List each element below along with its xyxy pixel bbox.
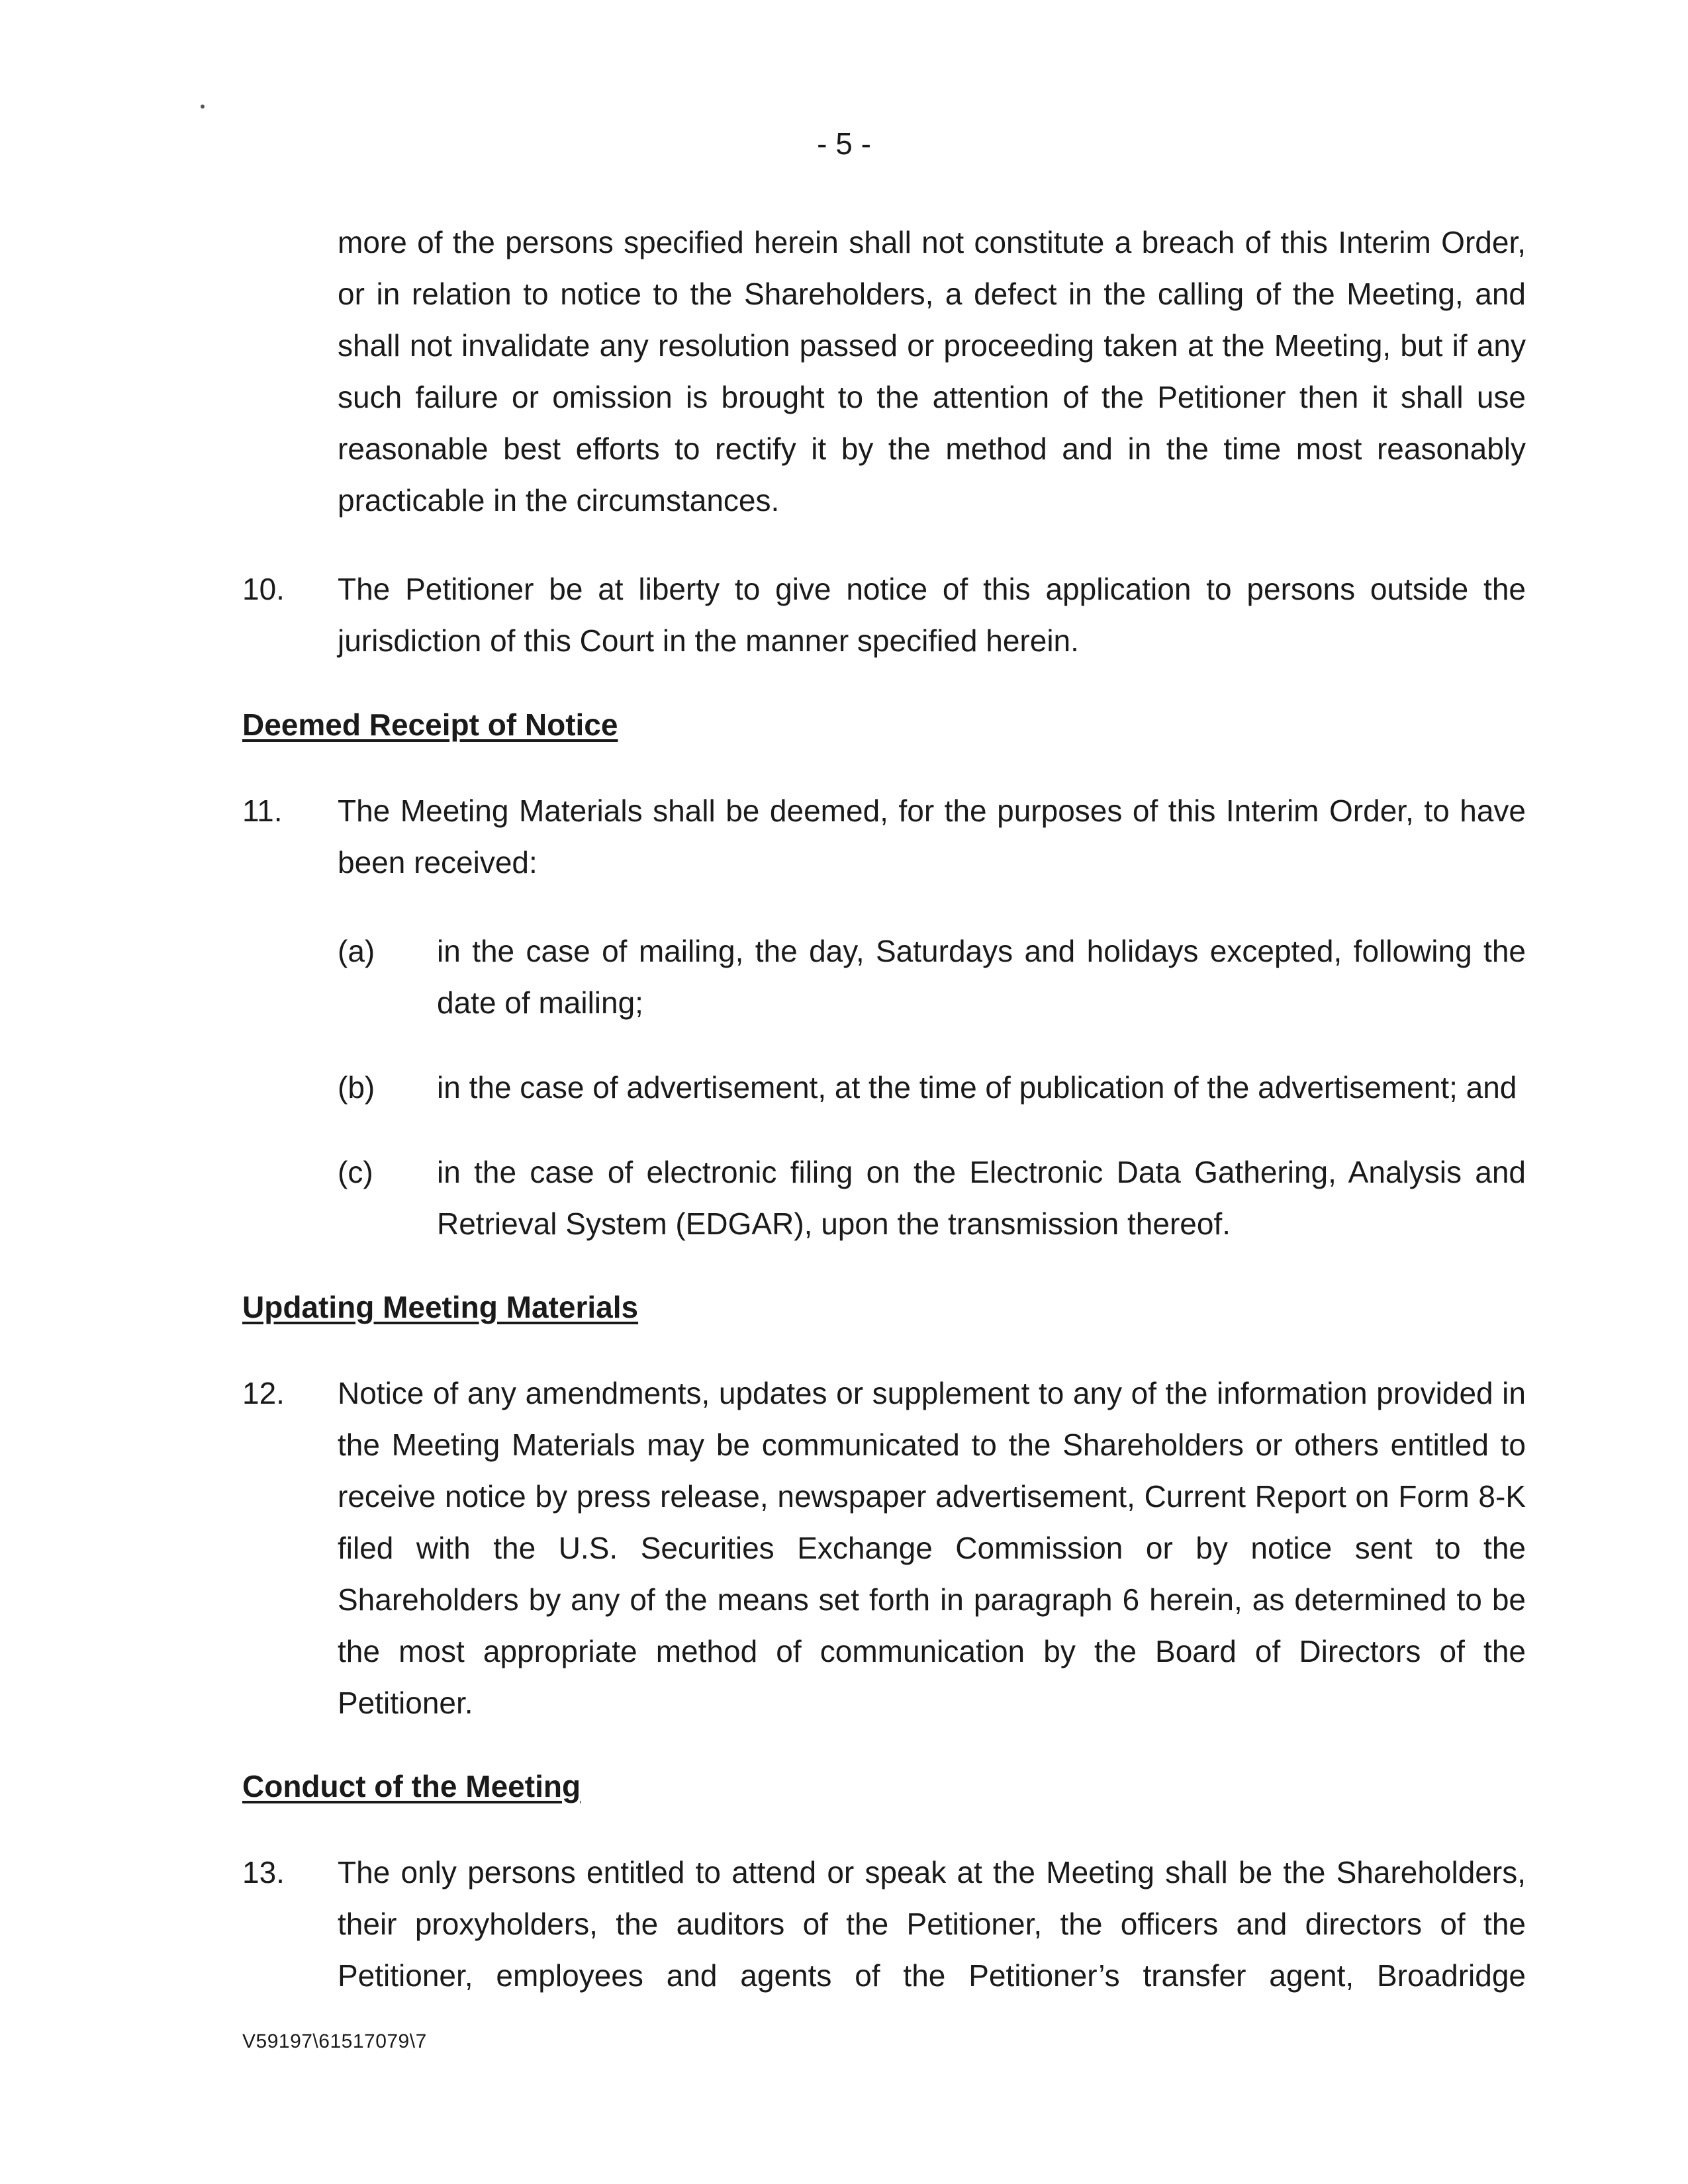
heading-updating-materials: Updating Meeting Materials (242, 1290, 639, 1324)
paragraph-number-11: 11. (242, 794, 283, 828)
paragraph-10: The Petitioner be at liberty to give notice of this application to persons outside the jurisdiction of this Court in the manner specified herein. (338, 572, 1526, 658)
item-label-c: (c) (338, 1155, 373, 1189)
page-number: - 5 - (817, 126, 871, 161)
item-c: in the case of electronic filing on the Electronic Data Gathering, Analysis and Retrieval System (EDGAR), upon the transmission thereof. (437, 1155, 1526, 1241)
item-b: in the case of advertisement, at the time of publication of the advertisement; and (437, 1070, 1517, 1105)
item-a: in the case of mailing, the day, Saturdays and holidays excepted, following the date of mailing; (437, 934, 1526, 1020)
item-label-b: (b) (338, 1070, 375, 1105)
continuation-paragraph: more of the persons specified herein shall not constitute a breach of this Interim Order, or in relation to notice to the Shareholders, a defect in the calling of the Meeting, and shall not invalidate any resolution passed or proceeding taken at the Meeting, but if any such failure or omission is brought to the attention of the Petitioner then it shall use reasonable best efforts to rectify it by the method and in the time most reasonably practicable in the circumstances. (338, 225, 1526, 518)
heading-deemed-receipt: Deemed Receipt of Notice (242, 707, 618, 742)
paragraph-13: The only persons entitled to attend or speak at the Meeting shall be the Shareholders, their proxyholders, the auditors of the Petitioner, the officers and directors of the Petitioner, employees and agents of the Petitioner’s transfer agent, Broadridge (338, 1855, 1526, 1993)
item-label-a: (a) (338, 934, 375, 968)
paragraph-11: The Meeting Materials shall be deemed, for the purposes of this Interim Order, to have been received: (338, 794, 1526, 880)
paragraph-number-12: 12. (242, 1376, 285, 1410)
heading-conduct-meeting: Conduct of the Meeting (242, 1769, 581, 1803)
document-reference: V59197\61517079\7 (242, 2030, 427, 2052)
paragraph-number-13: 13. (242, 1855, 285, 1889)
paragraph-12: Notice of any amendments, updates or supplement to any of the information provided in the Meeting Materials may be communicated to the Shareholders or others entitled to receive notice by press release, newspaper advertisement, Current Report on Form 8-K filed with the U.S. Securities Exchange Commission or by notice sent to the Shareholders by any of the means set forth in paragraph 6 herein, as determined to be the most appropriate method of communication by the Board of Directors of the Petitioner. (338, 1376, 1526, 1720)
scan-speck (201, 105, 205, 109)
paragraph-number-10: 10. (242, 572, 285, 606)
